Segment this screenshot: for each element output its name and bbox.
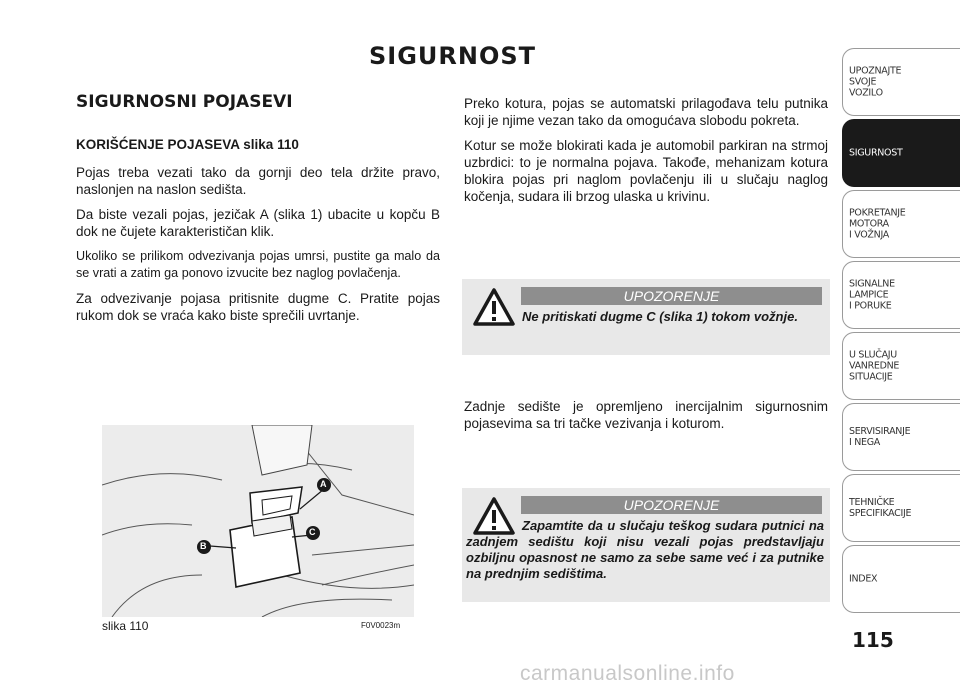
seatbelt-buckle-illustration: [102, 425, 414, 617]
right-column: [464, 95, 828, 213]
label-a: A: [320, 479, 327, 489]
paragraph: Pojas treba vezati tako da gornji deo tela držite pravo, naslonjen na naslon sedišta.: [76, 165, 440, 197]
tab-label: UPOZNAJTE SVOJE VOZILO: [849, 65, 902, 99]
paragraph: Kotur se može blokirati kada je automobil parkiran na strmoj uzbrdici: to je normalna pojava. Takođe, mehanizam kotura blokira pojas pri naglom povlačenju ili u slučaju naglog kočenja, sudara ili brzog ulaska u krivinu.: [464, 138, 828, 204]
tab-label: U SLUČAJU VANREDNE SITUACIJE: [849, 349, 900, 383]
tab-label: INDEX: [849, 573, 878, 585]
tab-vanredne-situacije[interactable]: [842, 332, 960, 400]
warning-text: Ne pritiskati dugme C (slika 1) tokom vožnje.: [522, 309, 798, 324]
tab-label: SIGURNOST: [849, 147, 903, 159]
paragraph: Preko kotura, pojas se automatski prilagođava telu putnika koji je njime vezan tako da omogućava slobodu pokreta.: [464, 96, 828, 128]
label-b: B: [200, 541, 207, 551]
warning-triangle-icon: [472, 287, 516, 327]
tab-label: SERVISIRANJE I NEGA: [849, 426, 911, 448]
figure-code: F0V0023m: [361, 621, 401, 630]
label-c: C: [309, 527, 316, 537]
tab-tehnicke-specifikacije[interactable]: [842, 474, 960, 542]
tab-label: POKRETANJE MOTORA I VOŽNJA: [849, 207, 906, 241]
warning-header: UPOZORENJE: [521, 287, 822, 305]
paragraph: Za odvezivanje pojasa pritisnite dugme C. Pratite pojas rukom dok se vraća kako biste sprečili uvrtanje.: [76, 291, 440, 323]
paragraph: Da biste vezali pojas, jezičak A (slika 1) ubacite u kopču B dok ne čujete karakterističan klik.: [76, 207, 440, 239]
section-title: SIGURNOSNI POJASEVI: [76, 92, 293, 112]
tab-servisiranje[interactable]: [842, 403, 960, 471]
tab-signalne-lampice[interactable]: [842, 261, 960, 329]
sub-heading: KORIŠĆENJE POJASEVA slika 110: [76, 137, 299, 152]
seatbelt-figure: [102, 425, 414, 617]
paragraph: Ukoliko se prilikom odvezivanja pojas umrsi, pustite ga malo da se vrati a zatim ga ponovo izvucite bez naglog povlačenja.: [76, 249, 440, 280]
tab-upoznajte-svoje-vozilo[interactable]: [842, 48, 960, 116]
left-column: [76, 164, 440, 332]
warning-box: [462, 279, 830, 355]
tab-sigurnost[interactable]: [842, 119, 960, 187]
warning-box: [462, 488, 830, 602]
page-number: 115: [852, 628, 894, 652]
tab-label: SIGNALNE LAMPICE I PORUKE: [849, 278, 895, 312]
right-column-lower: [464, 398, 828, 440]
tab-pokretanje-motora[interactable]: [842, 190, 960, 258]
page-title: SIGURNOST: [368, 42, 537, 70]
warning-text: Zapamtite da u slučaju teškog sudara putnici na zadnjem sedištu koji nisu vezali pojas predstavljaju ozbiljnu opasnost ne samo za sebe same već i za putnike na prednjim sedištima.: [466, 518, 824, 581]
figure-caption: slika 110: [102, 619, 149, 633]
warning-header: UPOZORENJE: [521, 496, 822, 514]
watermark: carmanualsonline.info: [520, 662, 735, 685]
paragraph: Zadnje sedište je opremljeno inercijalnim sigurnosnim pojasevima sa tri tačke vezivanja i koturom.: [464, 399, 828, 431]
tab-index[interactable]: [842, 545, 960, 613]
tab-label: TEHNIČKE SPECIFIKACIJE: [849, 497, 912, 519]
